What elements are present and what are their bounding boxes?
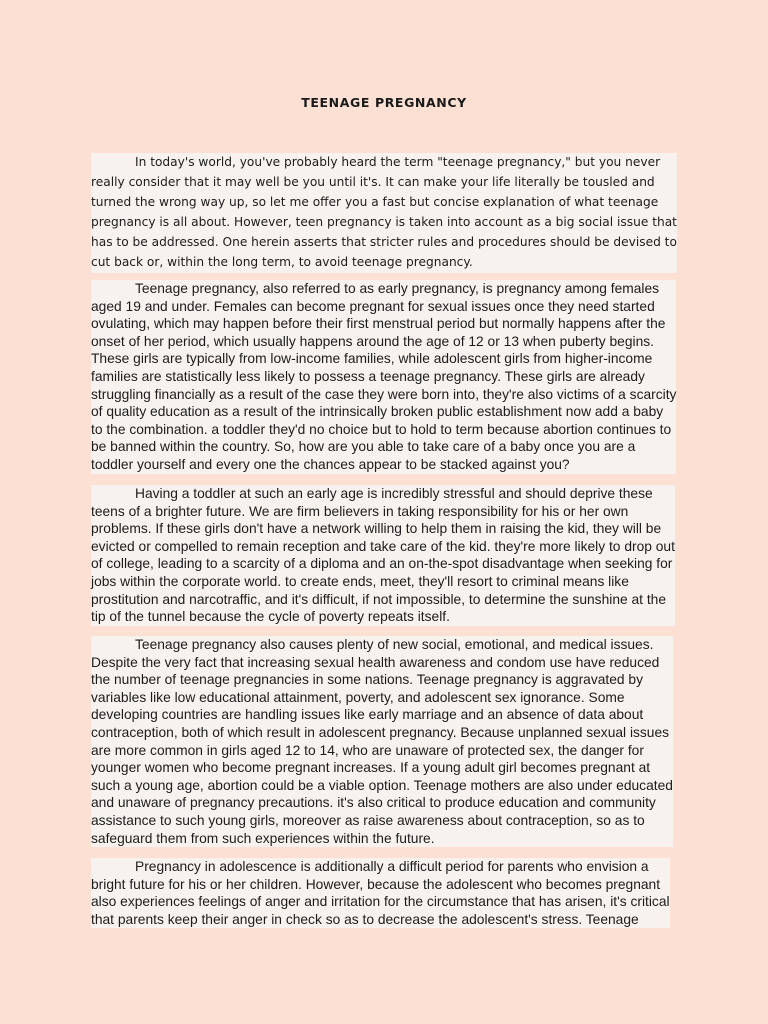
paragraph-line: to the combination. a toddler they'd no choice but to hold to term because abortion continues to bbox=[91, 421, 676, 439]
paragraph-2 bbox=[91, 280, 676, 474]
paragraph-line: turned the wrong way up, so let me offer you a fast but concise explanation of what teenage bbox=[91, 193, 677, 213]
paragraph-line: has to be addressed. One herein asserts that stricter rules and procedures should be devised to bbox=[91, 233, 677, 253]
paragraph-line: Teenage pregnancy also causes plenty of new social, emotional, and medical issues. bbox=[91, 636, 673, 654]
paragraph-line: the number of teenage pregnancies in some nations. Teenage pregnancy is aggravated by bbox=[91, 671, 673, 689]
paragraph-line: problems. If these girls don't have a network willing to help them in raising the kid, they will be bbox=[91, 520, 675, 538]
paragraph-3 bbox=[91, 485, 675, 626]
paragraph-line: bright future for his or her children. However, because the adolescent who becomes pregnant bbox=[91, 876, 670, 894]
paragraph-line: developing countries are handling issues like early marriage and an absence of data about bbox=[91, 706, 673, 724]
paragraph-line: are more common in girls aged 12 to 14, who are unaware of protected sex, the danger for bbox=[91, 742, 673, 760]
paragraph-line: safeguard them from such experiences within the future. bbox=[91, 830, 673, 848]
paragraph-line: tip of the tunnel because the cycle of poverty repeats itself. bbox=[91, 608, 675, 626]
paragraph-line: younger women who become pregnant increases. If a young adult girl becomes pregnant at bbox=[91, 759, 673, 777]
paragraph-line: such a young age, abortion could be a viable option. Teenage mothers are also under educated bbox=[91, 777, 673, 793]
paragraph-4 bbox=[91, 636, 673, 847]
paragraph-line: families are statistically less likely to possess a teenage pregnancy. These girls are already bbox=[91, 368, 676, 386]
paragraph-line: contraception, both of which result in adolescent pregnancy. Because unplanned sexual issues bbox=[91, 724, 673, 742]
paragraph-1 bbox=[91, 153, 677, 273]
paragraph-line: Pregnancy in adolescence is additionally a difficult period for parents who envision a bbox=[91, 858, 670, 876]
paragraph-line: and unaware of pregnancy precautions. it's also critical to produce education and community bbox=[91, 794, 673, 812]
paragraph-line: of college, leading to a scarcity of a diploma and an on-the-spot disadvantage when seeking for bbox=[91, 555, 675, 573]
paragraph-line: These girls are typically from low-income families, while adolescent girls from higher-income bbox=[91, 350, 676, 368]
paragraph-line: struggling financially as a result of the case they were born into, they're also victims of a scarcity bbox=[91, 386, 677, 402]
paragraph-line: aged 19 and under. Females can become pregnant for sexual issues once they need started bbox=[91, 298, 676, 316]
paragraph-line: teens of a brighter future. We are firm believers in taking responsibility for his or her own bbox=[91, 503, 675, 521]
paragraph-line: Teenage pregnancy, also referred to as early pregnancy, is pregnancy among females bbox=[91, 280, 676, 298]
paragraph-line: really consider that it may well be you until it's. It can make your life literally be tousled and bbox=[91, 173, 677, 193]
paragraph-line: evicted or compelled to remain reception and take care of the kid. they're more likely to drop out bbox=[91, 538, 675, 554]
paragraph-5 bbox=[91, 858, 670, 928]
paragraph-line: cut back or, within the long term, to avoid teenage pregnancy. bbox=[91, 253, 677, 273]
paragraph-line: prostitution and narcotraffic, and it's difficult, if not impossible, to determine the sunshine at the bbox=[91, 591, 675, 609]
paragraph-line: In today's world, you've probably heard the term "teenage pregnancy," but you never bbox=[91, 153, 677, 173]
paragraph-line: variables like low educational attainment, poverty, and adolescent sex ignorance. Some bbox=[91, 689, 673, 707]
paragraph-line: also experiences feelings of anger and irritation for the circumstance that has arisen, it's critical bbox=[91, 894, 670, 910]
paragraph-line: toddler yourself and every one the chances appear to be stacked against you? bbox=[91, 456, 676, 474]
paragraph-line: that parents keep their anger in check so as to decrease the adolescent's stress. Teenage bbox=[91, 911, 670, 929]
paragraph-line: onset of her period, which usually happens around the age of 12 or 13 when puberty begins. bbox=[91, 333, 676, 351]
document-title: TEENAGE PREGNANCY bbox=[301, 95, 467, 110]
paragraph-line: pregnancy is all about. However, teen pregnancy is taken into account as a big social issue that bbox=[91, 213, 677, 233]
paragraph-line: of quality education as a result of the intrinsically broken public establishment now add a baby bbox=[91, 403, 676, 421]
paragraph-line: assistance to such young girls, moreover as raise awareness about contraception, so as to bbox=[91, 812, 673, 830]
paragraph-line: Despite the very fact that increasing sexual health awareness and condom use have reduced bbox=[91, 654, 673, 672]
paragraph-line: ovulating, which may happen before their first menstrual period but normally happens after the bbox=[91, 315, 676, 333]
paragraph-line: be banned within the country. So, how are you able to take care of a baby once you are a bbox=[91, 438, 676, 456]
paragraph-line: jobs within the corporate world. to create ends, meet, they'll resort to criminal means like bbox=[91, 573, 675, 591]
paragraph-line: Having a toddler at such an early age is incredibly stressful and should deprive these bbox=[91, 485, 675, 503]
